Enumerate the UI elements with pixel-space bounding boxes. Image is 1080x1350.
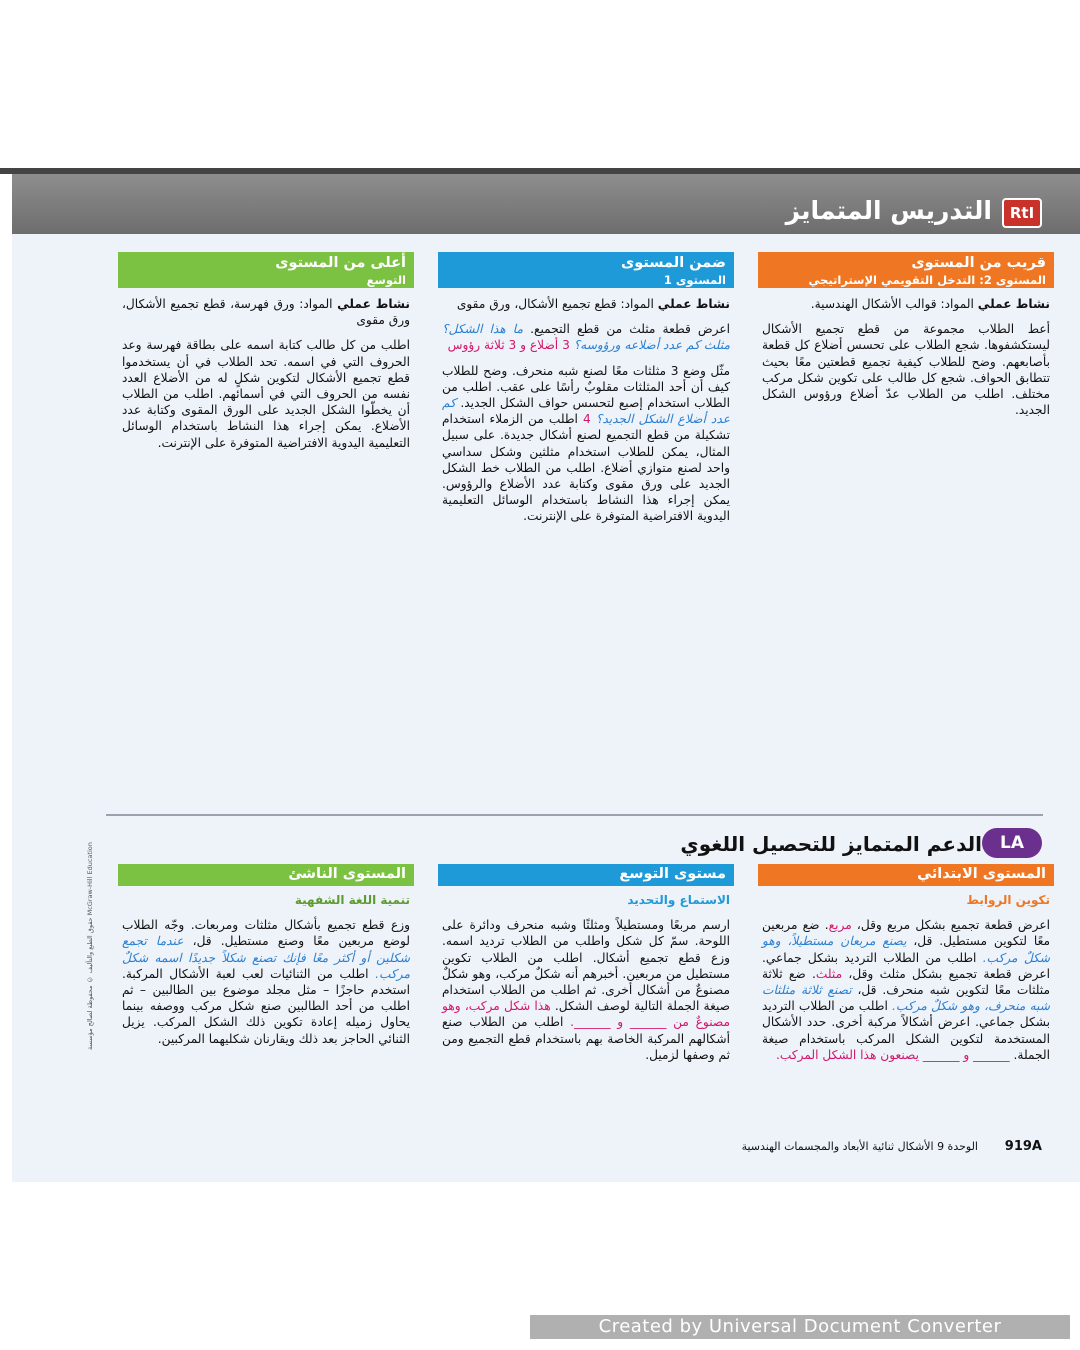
page-number: 919A — [1004, 1139, 1042, 1154]
section-banner — [12, 174, 1080, 234]
running-footer: الوحدة 9 الأشكال ثنائية الأبعاد والمجسمات الهندسية — [741, 1140, 978, 1153]
column-subtitle: المستوى 2: التدخل التقويمي الإستراتيجي — [808, 273, 1046, 287]
section-divider — [106, 814, 1043, 816]
la-section-title: الدعم المتمايز للتحصيل اللغوي — [680, 832, 982, 856]
column-subheading: الاستماع والتحديد — [627, 893, 730, 907]
column-title: ضمن المستوى — [620, 255, 726, 271]
activity-text: ارسم مربعًا ومستطيلاً ومثلثًا وشبه منحرف ودائرة على اللوحة. سمّ كل شكل واطلب من الطلاب ترديد اسمه. وزع قطع تجميع أشكال. اطلب من الطلاب تكوين مستطيل من مربعين. أخبرهم أنه شكلٌ مركب، وهو شكلٌ مصنوعٌ من أشكال أخرى. ثم اطلب من الطلاب استخدام صيغة الجملة التالية لوصف الشكل. هذا شكل مركب، وهو مصنوعٌ من ______ و ______. اطلب من الطلاب صنع أشكالهم المركبة الخاصة بهم باستخدام قطع التجميع ومن ثم وصفها لزميل. — [442, 918, 730, 1062]
converter-watermark: Created by Universal Document Converter — [530, 1315, 1070, 1339]
la-column-developing — [438, 864, 734, 1072]
column-subtitle: المستوى 1 — [663, 273, 726, 287]
activity-text: مثّل وضع 3 مثلثات معًا لصنع شبه منحرف. وضح للطلاب كيف أن أحد المثلثات مقلوبٌ رأسًا على عقب. اطلب من الطلاب استخدام إصبع لتحسس حواف الشكل الجديد. كم عدد أضلاع الشكل الجديد؟ 4 اطلب من الزملاء استخدام تشكيلة من قطع التجميع لصنع أشكال جديدة. على سبيل المثال، يمكن للطلاب استخدام مثلثين وشكل سداسي واحد لصنع متوازي أضلاع. اطلب من الطلاب خط الشكل الجديد على ورق مقوى وكتابة عدد الأضلاع والرؤوس. يمكن إجراء هذا النشاط باستخدام الوسائل التعليمية اليدوية الافتراضية المتوفرة على الإنترنت. — [442, 363, 731, 524]
rti-badge: RtI — [1002, 198, 1042, 228]
column-header — [118, 252, 414, 288]
column-title: أعلى من المستوى — [275, 255, 406, 271]
page-title: التدريس المتمايز — [785, 196, 992, 225]
column-subheading: تكوين الروابط — [966, 893, 1050, 907]
activity-text: وزع قطع تجميع بأشكال مثلثات ومربعات. وجّه الطلاب لوضع مربعين معًا وصنع مستطيل. قل، عندما تجمع شكلين أو أكثر معًا فإنك تصنع شكلاً جديدًا اسمه شكلٌ مركب. اطلب من الثنائيات لعب لعبة الأشكال المركبة. استخدم حاجزًا – مثل مجلد موضوع بين الطالبين – ثم اطلب من أحد الطالبين صنع شكل مركب ووصفه بينما يحاول زميله إعادة تكوين ذلك الشكل المركب. يزيل الثنائي الحاجز بعد ذلك ويقارنان شكليهما المركبين. — [122, 918, 410, 1046]
column-header — [438, 864, 734, 886]
la-column-beginning — [758, 864, 1054, 1072]
page — [12, 174, 1080, 1182]
la-badge: LA — [982, 828, 1042, 858]
activity-text: اعرض قطعة مثلث من قطع التجميع. ما هذا الشكل؟ مثلث كم عدد أضلاعه ورؤوسه؟ 3 أضلاع و 3 ثلاثة رؤوس — [442, 322, 730, 353]
activity-text: اعرض قطعة تجميع بشكل مربع وقل، مربع. ضع مربعين معًا لتكوين مستطيل. قل، يصنع مربعان مستطيلاً، وهو شكلٌ مركب. اطلب من الطلاب الترديد بشكل جماعي. اعرض قطعة تجميع بشكل مثلث وقل، مثلث. ضع ثلاثة مثلثات معًا لتكوين شبه منحرف. قل، تصنع ثلاثة مثلثات شبه منحرف، وهو شكلٌ مركب. اطلب من الطلاب الترديد بشكل جماعي. اعرض أشكالاً مركبة أخرى. حدد الأشكال المستخدمة لتكوين الشكل المركب باستخدام صيغة الجملة. ______ و ______ يصنعون هذا الشكل المركب. — [762, 918, 1051, 1062]
column-title: قريب من المستوى — [911, 255, 1046, 271]
column-header — [438, 252, 734, 288]
rti-column-on-level — [438, 252, 734, 534]
activity-line: نشاط عملي المواد: ورق فهرسة، قطع تجميع الأشكال، ورق مقوى — [122, 297, 410, 328]
rti-column-approaching — [758, 252, 1054, 427]
column-title: المستوى الناشئ — [288, 866, 406, 882]
column-subheading: تنمية اللغة الشفهية — [294, 893, 410, 907]
activity-line: نشاط عملي المواد: قوالب الأشكال الهندسية. — [810, 297, 1050, 311]
column-header — [118, 864, 414, 886]
rti-column-beyond — [118, 252, 414, 460]
activity-line: نشاط عملي المواد: قطع تجميع الأشكال، ورق مقوى — [456, 297, 730, 311]
column-header — [758, 252, 1054, 288]
column-header — [758, 864, 1054, 886]
column-title: المستوى الابتدائي — [917, 866, 1046, 882]
activity-text: اطلب من كل طالب كتابة اسمه على بطاقة فهرسة وعد الحروف التي في اسمه. تحد الطلاب في أن يستخدموا قطع تجميع الأشكال لتكوين شكلٍ له من الأضلاع العدد نفسه من الحروف التي في أسمائهم. اطلب من الطلاب أن يخطّوا الشكل الجديد على الورق المقوى وكتابة عدد الأضلاع. يمكن إجراء هذا النشاط باستخدام الوسائل التعليمية اليدوية الافتراضية المتوفرة على الإنترنت. — [122, 338, 410, 450]
column-title: مستوى التوسع — [619, 866, 726, 882]
copyright-credit: حقوق الطبع والتأليف © محفوظة لصالح مؤسسة McGraw-Hill Education — [86, 842, 94, 1050]
la-column-emerging — [118, 864, 414, 1056]
activity-text: أعط الطلاب مجموعة من قطع تجميع الأشكال ليستكشفوها. شجع الطلاب على تحسس أضلاع كل قطعة بأصابعهم. وضح للطلاب كيفية تجميع قطعتين معًا بحيث تتطابق الحواف. شجع كل طالب على تكوين شكل مركب مختلف. اطلب من الطلاب عدّ أضلاع ورؤوس الشكل الجديد. — [762, 322, 1050, 418]
column-subtitle: التوسع — [366, 273, 406, 287]
